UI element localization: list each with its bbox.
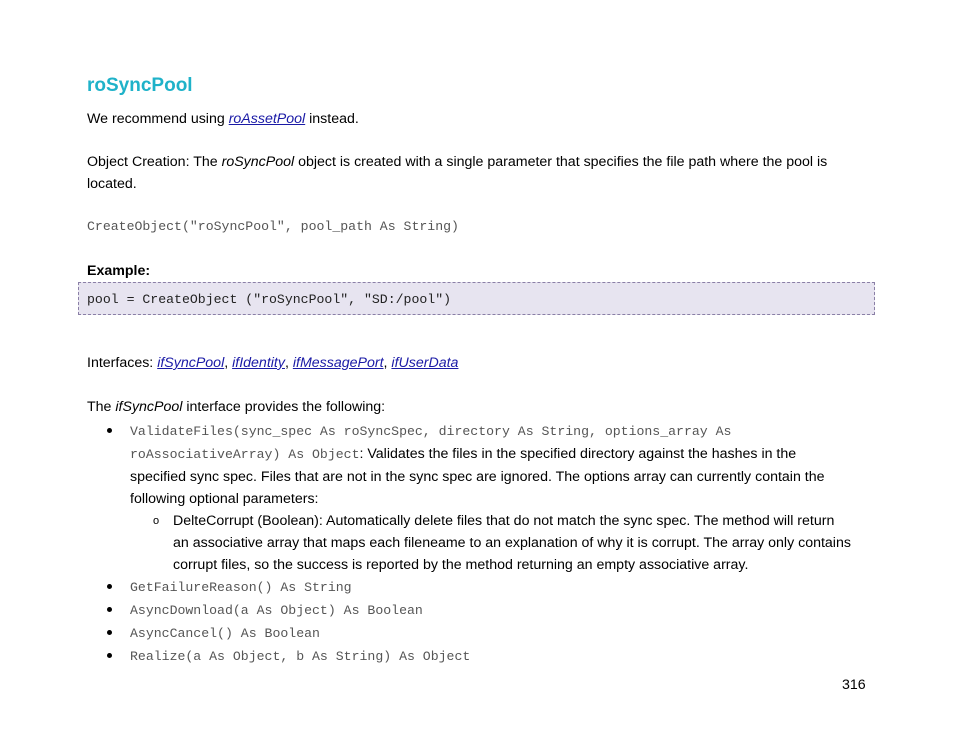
interfaces-separator: ,	[383, 355, 392, 371]
bullet-icon	[107, 630, 112, 635]
bullet-icon	[107, 428, 112, 433]
list-item	[107, 420, 867, 510]
interfaces-separator: ,	[284, 355, 293, 371]
list-item	[107, 576, 867, 599]
realize-method: Realize(a As Object, b As String) As Object	[130, 649, 471, 664]
creation-line-1	[87, 154, 827, 170]
creation-object-name: roSyncPool	[221, 154, 295, 170]
page-number: 316	[842, 677, 866, 693]
validate-description-end: following optional parameters:	[130, 491, 319, 507]
sub-list-item	[107, 510, 867, 576]
list-item	[107, 645, 867, 668]
delete-corrupt-text: DelteCorrupt (Boolean): Automatically delete files that do not match the sync spec. The method will return	[173, 513, 835, 529]
example-code-box	[78, 282, 875, 315]
bullet-icon	[107, 653, 112, 658]
ifmessageport-link[interactable]: ifMessagePort	[292, 355, 384, 371]
example-label: Example:	[87, 263, 151, 279]
delete-corrupt-text-end: corrupt files, so the success is reported by the method returning an empty associative array.	[173, 557, 749, 573]
recommend-suffix: instead.	[305, 111, 359, 127]
async-cancel-method: AsyncCancel() As Boolean	[130, 626, 320, 641]
list-item	[107, 599, 867, 622]
recommend-prefix: We recommend using	[87, 111, 229, 127]
provides-interface-name: ifSyncPool	[115, 399, 183, 415]
ifidentity-link[interactable]: ifIdentity	[232, 355, 285, 371]
ifsyncpool-link[interactable]: ifSyncPool	[157, 355, 225, 371]
async-download-method: AsyncDownload(a As Object) As Boolean	[130, 603, 423, 618]
provides-suffix: interface provides the following:	[182, 399, 386, 415]
interfaces-separator: ,	[224, 355, 233, 371]
creation-line-2: located.	[87, 176, 137, 192]
validate-description: : Validates the files in the specified directory against the hashes in the	[359, 446, 797, 462]
interfaces-label: Interfaces:	[87, 355, 158, 371]
ifuserdata-link[interactable]: ifUserData	[391, 355, 459, 371]
creation-text: object is created with a single parameter that specifies the file path where the pool is	[294, 154, 828, 170]
validate-description-cont: specified sync spec. Files that are not in the sync spec are ignored. The options array can currently contain the	[130, 469, 825, 485]
bullet-icon	[107, 607, 112, 612]
provides-line	[87, 399, 385, 415]
method-list	[107, 420, 867, 668]
recommend-line	[87, 111, 359, 127]
list-item	[107, 622, 867, 645]
roassetpool-link[interactable]: roAssetPool	[228, 111, 306, 127]
circle-bullet-icon: o	[153, 515, 160, 527]
delete-corrupt-text-cont: an associative array that maps each fileneame to an explanation of why it is corrupt. The array only contains	[173, 535, 851, 551]
interfaces-line	[87, 355, 458, 371]
create-object-code: CreateObject("roSyncPool", pool_path As String)	[87, 219, 459, 234]
example-code: pool = CreateObject ("roSyncPool", "SD:/pool")	[87, 292, 452, 307]
bullet-icon	[107, 584, 112, 589]
validate-signature-cont: roAssociativeArray) As Object	[130, 447, 360, 462]
provides-prefix: The	[87, 399, 116, 415]
page-title: roSyncPool	[87, 75, 193, 96]
validate-signature: ValidateFiles(sync_spec As roSyncSpec, directory As String, options_array As	[130, 424, 732, 439]
creation-prefix: Object Creation: The	[87, 154, 222, 170]
get-failure-reason-method: GetFailureReason() As String	[130, 580, 352, 595]
